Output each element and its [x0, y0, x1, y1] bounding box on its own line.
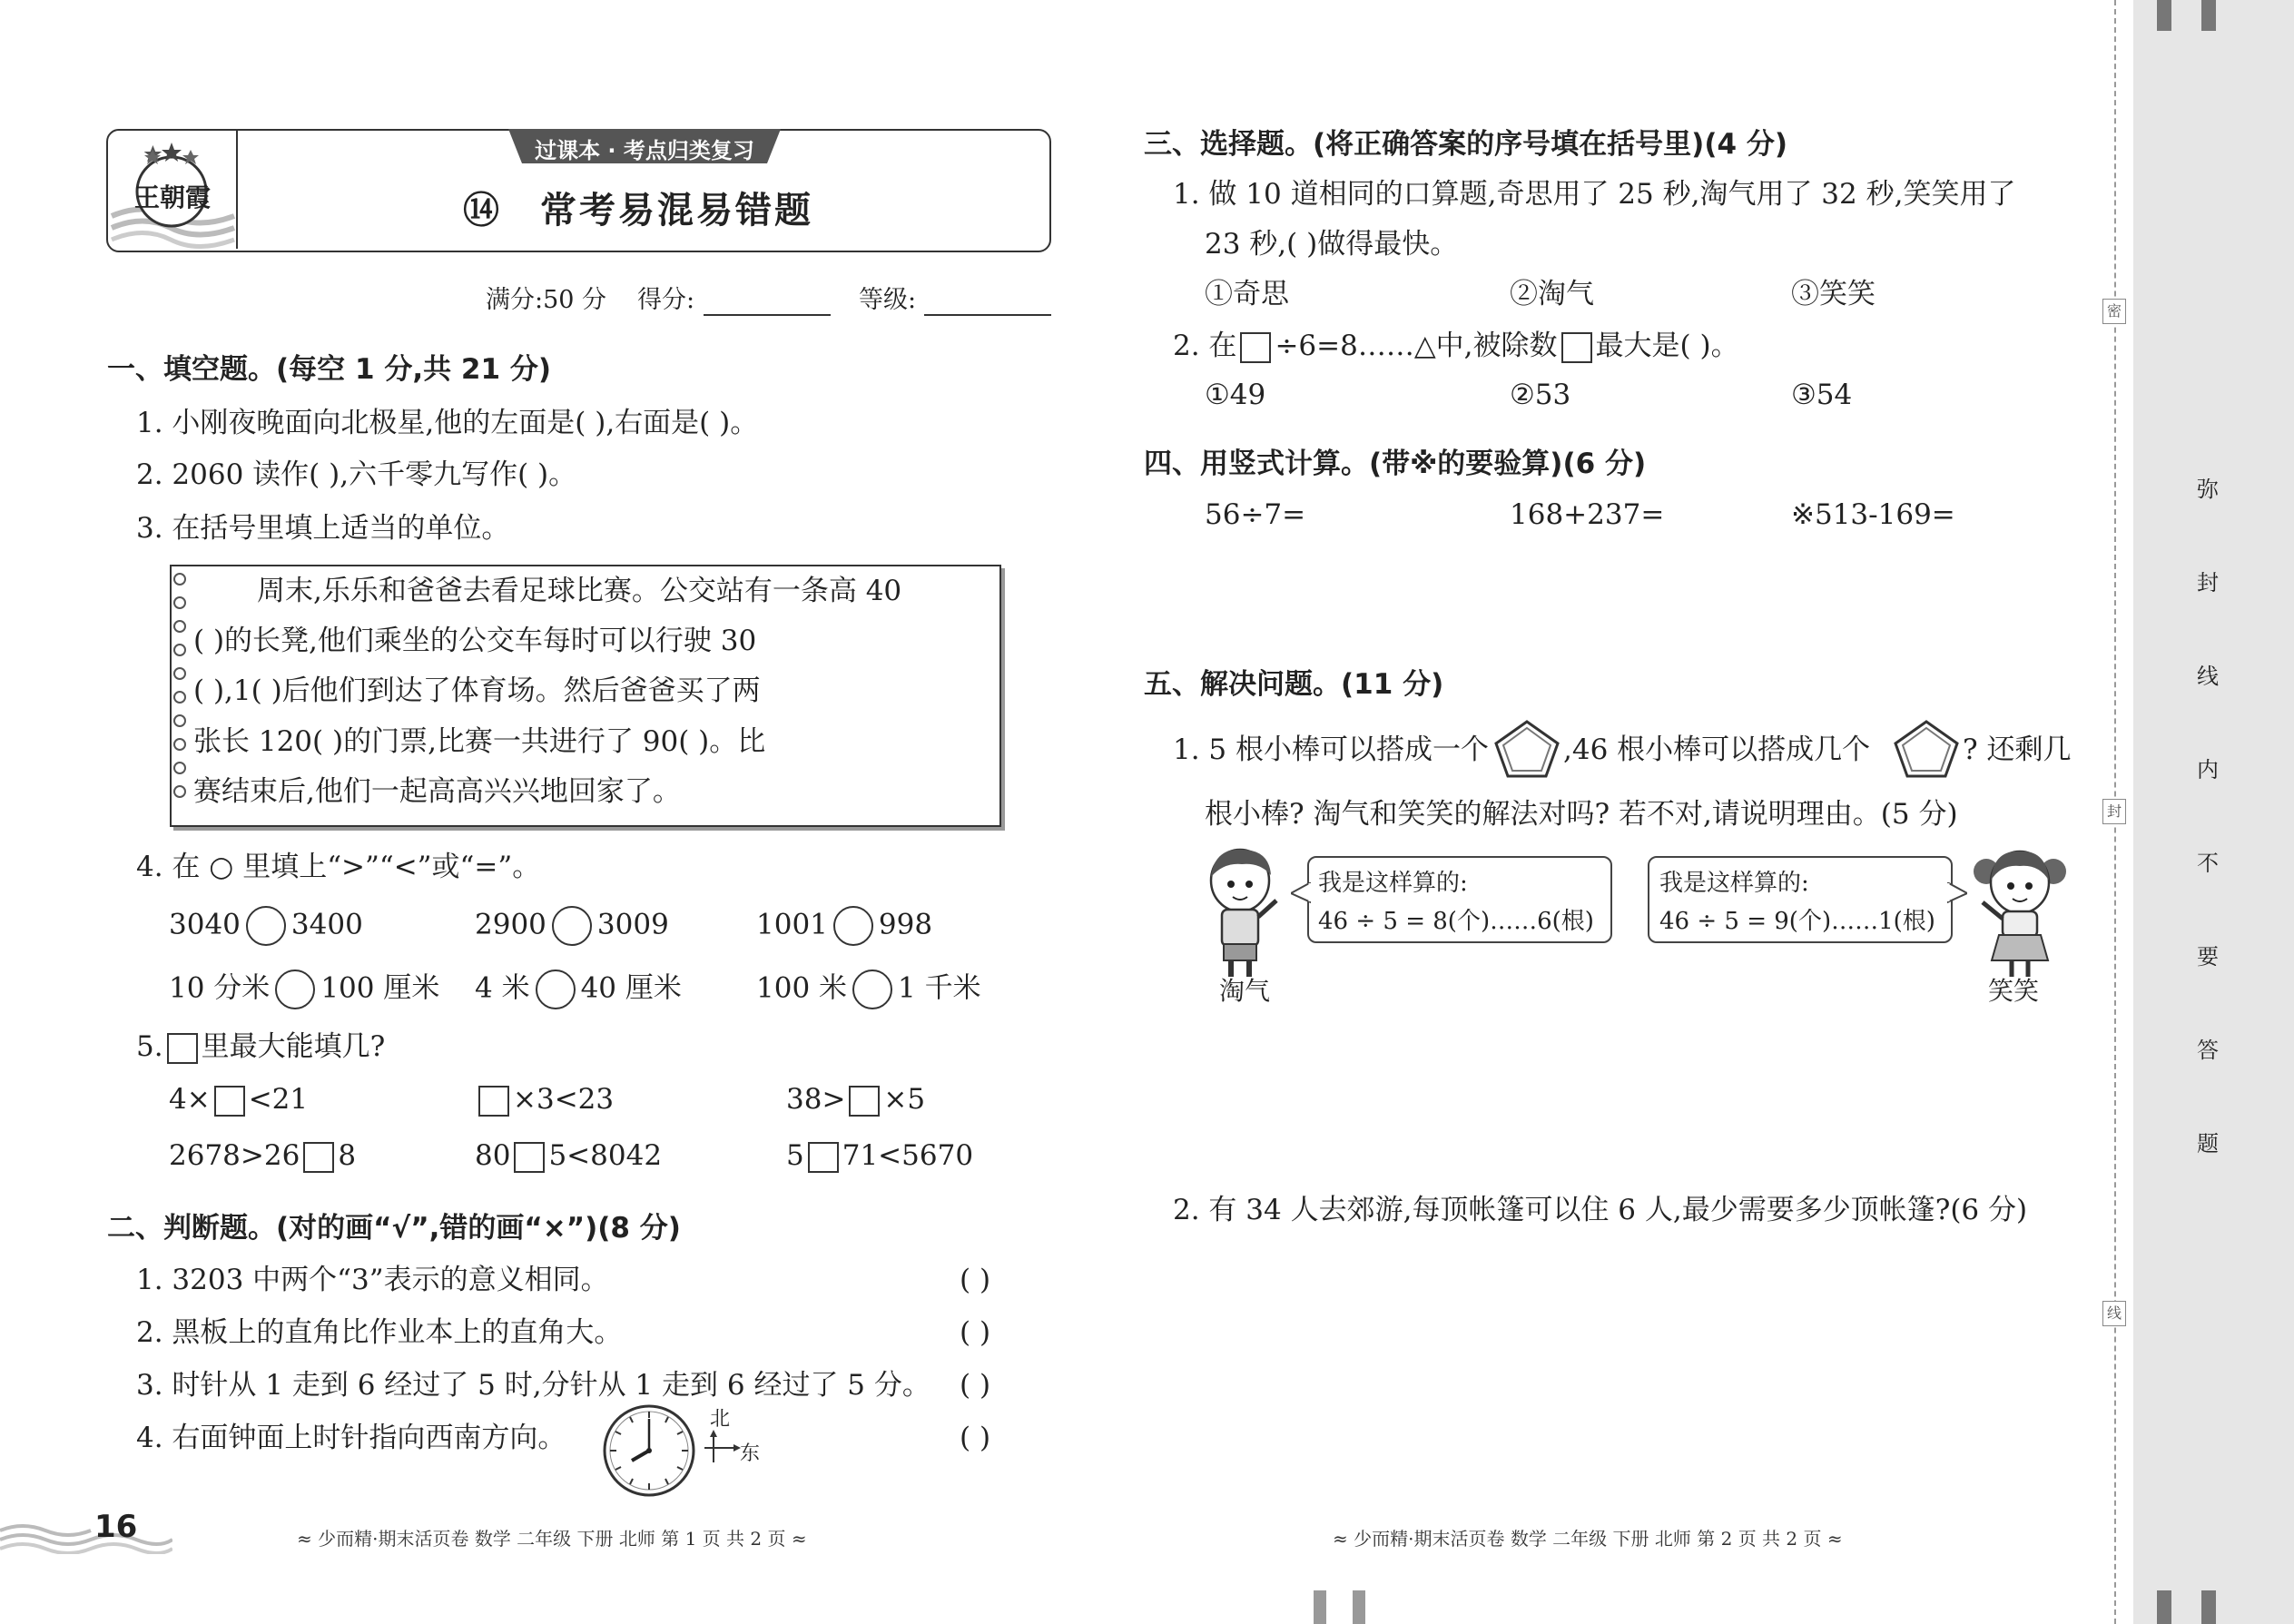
compare-item-4: 10 分米 100 厘米: [169, 969, 439, 1009]
compass-icon: [704, 1430, 741, 1466]
passage-line-5: 赛结束后,他们一起高高兴兴地回家了。: [193, 775, 681, 808]
section2-title: 二、判断题。(对的画“√”,错的画“×”)(8 分): [107, 1212, 681, 1245]
judge-item-2: 2. 黑板上的直角比作业本上的直角大。: [136, 1316, 623, 1349]
girl-xiaoxiao: [1970, 844, 2070, 980]
compare-item-1: 3040 3400: [169, 906, 363, 946]
s5-q1-b: ,46 根小棒可以搭成几个: [1563, 733, 1871, 766]
compare-item-5: 4 米 40 厘米: [475, 969, 682, 1009]
passage-rings: [169, 570, 191, 815]
compare-item-3: 1001 998: [756, 906, 932, 946]
s3-q1-opt2[interactable]: ②淘气: [1510, 278, 1594, 310]
fill-square[interactable]: [214, 1086, 245, 1117]
judge-answer-1[interactable]: ( ): [960, 1264, 991, 1296]
calc-item-1: 56÷7=: [1205, 498, 1306, 531]
fill-item-2: ×3<23: [475, 1081, 614, 1117]
section3-title: 三、选择题。(将正确答案的序号填在括号里)(4 分): [1144, 128, 1788, 161]
top-mark: [2201, 0, 2216, 31]
blank-square: [1240, 332, 1271, 363]
calc-item-2: 168+237=: [1510, 498, 1665, 531]
s3-q2-opt2[interactable]: ②53: [1510, 379, 1571, 411]
bottom-mark: [1353, 1590, 1365, 1624]
fill-item-5: 80 5<8042: [475, 1139, 663, 1172]
fill-item-6: 5 71<5670: [786, 1139, 974, 1172]
sidebar-char: 弥: [2197, 477, 2219, 502]
judge-answer-2[interactable]: ( ): [960, 1316, 991, 1349]
pentagon-icon: [1493, 719, 1561, 779]
pentagon-icon: [1893, 719, 1960, 779]
bubble-right-line1: 我是这样算的:: [1659, 870, 1809, 897]
passage-line-1: 周末,乐乐和爸爸去看足球比赛。公交站有一条高 40: [257, 575, 902, 607]
judge-item-4: 4. 右面钟面上时针指向西南方向。: [136, 1422, 566, 1454]
passage-line-4: 张长 120( )的门票,比赛一共进行了 90( )。比: [193, 725, 766, 758]
section5-title: 五、解决问题。(11 分): [1144, 668, 1444, 701]
fill-square[interactable]: [303, 1142, 334, 1173]
banner-text: 过课本 · 考点归类复习: [535, 138, 754, 163]
compare-circle[interactable]: [536, 969, 576, 1009]
footer-right: ≈ 少而精·期末活页卷 数学 二年级 下册 北师 第 2 页 共 2 页 ≈: [1333, 1528, 1843, 1550]
s3-q2-opt1[interactable]: ①49: [1205, 379, 1266, 411]
fill-square[interactable]: [514, 1142, 545, 1173]
sidebar-char: 题: [2197, 1131, 2219, 1156]
s1-q4: 4. 在 ○ 里填上“>”“<”或“=”。: [136, 851, 541, 883]
page-title: 常考易混易错题: [540, 190, 813, 231]
section1-title: 一、填空题。(每空 1 分,共 21 分): [107, 353, 551, 386]
header-divider: [236, 130, 238, 249]
clock-icon: [602, 1403, 696, 1498]
bubble-left-line1: 我是这样算的:: [1318, 870, 1468, 897]
footer-left: ≈ 少而精·期末活页卷 数学 二年级 下册 北师 第 1 页 共 2 页 ≈: [297, 1528, 807, 1550]
boy-taoqi: [1196, 844, 1287, 980]
s1-q3: 3. 在括号里填上适当的单位。: [136, 512, 510, 545]
sidebar-char: 内: [2197, 757, 2219, 782]
s1-q5: 5. 里最大能填几?: [136, 1030, 386, 1063]
s3-q2-opt3[interactable]: ③54: [1791, 379, 1853, 411]
bottom-side-mark: [2201, 1590, 2216, 1624]
top-mark: [2157, 0, 2171, 31]
fill-square[interactable]: [849, 1086, 880, 1117]
sidebar-char: 线: [2197, 664, 2219, 689]
logo-text: 王朝霞: [134, 182, 212, 212]
fill-item-1: 4× <21: [169, 1083, 309, 1116]
name-taoqi: 淘气: [1219, 976, 1271, 1006]
sidebar-char: 封: [2197, 570, 2219, 595]
score-label: 得分:: [637, 286, 695, 314]
page-number-wave: [0, 1518, 172, 1554]
s3-q1-line2: 23 秒,( )做得最快。: [1205, 228, 1459, 261]
compass-north: 北: [710, 1408, 731, 1431]
s5-q2: 2. 有 34 人去郊游,每顶帐篷可以住 6 人,最少需要多少顶帐篷?(6 分): [1173, 1194, 2028, 1226]
grade-label: 等级:: [859, 286, 917, 314]
s1-q2: 2. 2060 读作( ),六千零九写作( )。: [136, 458, 577, 491]
fill-item-4: 2678>26 8: [169, 1139, 357, 1172]
blank-square: [1561, 332, 1592, 363]
bottom-side-mark: [2157, 1590, 2171, 1624]
s5-q1-line2: 根小棒? 淘气和笑笑的解法对吗? 若不对,请说明理由。(5 分): [1205, 798, 1958, 831]
seal-mark: 封: [2102, 799, 2126, 824]
sidebar-char: 不: [2197, 851, 2219, 876]
s3-q1-opt1[interactable]: ①奇思: [1205, 278, 1289, 310]
bubble-right-line2: 46 ÷ 5 = 9(个)……1(根): [1659, 908, 1935, 935]
name-xiaoxiao: 笑笑: [1988, 976, 2040, 1006]
compare-circle[interactable]: [852, 969, 892, 1009]
judge-answer-4[interactable]: ( ): [960, 1422, 991, 1454]
page-number: 16: [94, 1509, 138, 1545]
fill-square[interactable]: [808, 1142, 839, 1173]
s3-q2: 2. 在 ÷6=8……△中,被除数 最大是( )。: [1173, 330, 1739, 362]
fill-square[interactable]: [478, 1086, 509, 1117]
unit-number: ⑭: [463, 190, 499, 231]
s3-q1-line1: 1. 做 10 道相同的口算题,奇思用了 25 秒,淘气用了 32 秒,笑笑用了: [1173, 178, 2016, 211]
bottom-mark: [1314, 1590, 1326, 1624]
binding-sidebar: [2133, 0, 2294, 1624]
judge-item-3: 3. 时针从 1 走到 6 经过了 5 时,分针从 1 走到 6 经过了 5 分。: [136, 1369, 930, 1402]
calc-item-3: ※513-169=: [1791, 498, 1955, 531]
blank-square: [167, 1033, 198, 1064]
s3-q1-opt3[interactable]: ③笑笑: [1791, 278, 1876, 310]
compare-circle[interactable]: [552, 906, 592, 946]
seal-mark: 线: [2102, 1301, 2126, 1326]
compare-item-2: 2900 3009: [475, 906, 669, 946]
bubble-tail-left: [1291, 882, 1311, 904]
score-field[interactable]: [704, 314, 831, 316]
sidebar-char: 要: [2197, 944, 2219, 969]
compare-item-6: 100 米 1 千米: [756, 969, 981, 1009]
passage-line-3: ( ),1( )后他们到达了体育场。然后爸爸买了两: [193, 674, 761, 707]
bubble-left-line2: 46 ÷ 5 = 8(个)……6(根): [1318, 908, 1594, 935]
s1-q1: 1. 小刚夜晚面向北极星,他的左面是( ),右面是( )。: [136, 407, 759, 439]
grade-field[interactable]: [924, 314, 1051, 316]
compass-east: 东: [740, 1442, 761, 1465]
seal-mark: 密: [2102, 299, 2126, 324]
compare-circle[interactable]: [246, 906, 286, 946]
judge-item-1: 1. 3203 中两个“3”表示的意义相同。: [136, 1264, 609, 1296]
s5-q1-c: ? 还剩几: [1963, 733, 2072, 766]
full-score: 满分:50 分: [486, 286, 607, 314]
compare-circle[interactable]: [833, 906, 873, 946]
section4-title: 四、用竖式计算。(带※的要验算)(6 分): [1144, 448, 1647, 480]
judge-answer-3[interactable]: ( ): [960, 1369, 991, 1402]
fill-item-3: 38> ×5: [786, 1083, 926, 1116]
s5-q1-a: 1. 5 根小棒可以搭成一个: [1173, 733, 1490, 766]
compare-circle[interactable]: [275, 969, 315, 1009]
sidebar-char: 答: [2197, 1038, 2219, 1063]
bubble-tail-right: [1947, 882, 1967, 904]
passage-line-2: ( )的长凳,他们乘坐的公交车每时可以行驶 30: [193, 625, 757, 657]
